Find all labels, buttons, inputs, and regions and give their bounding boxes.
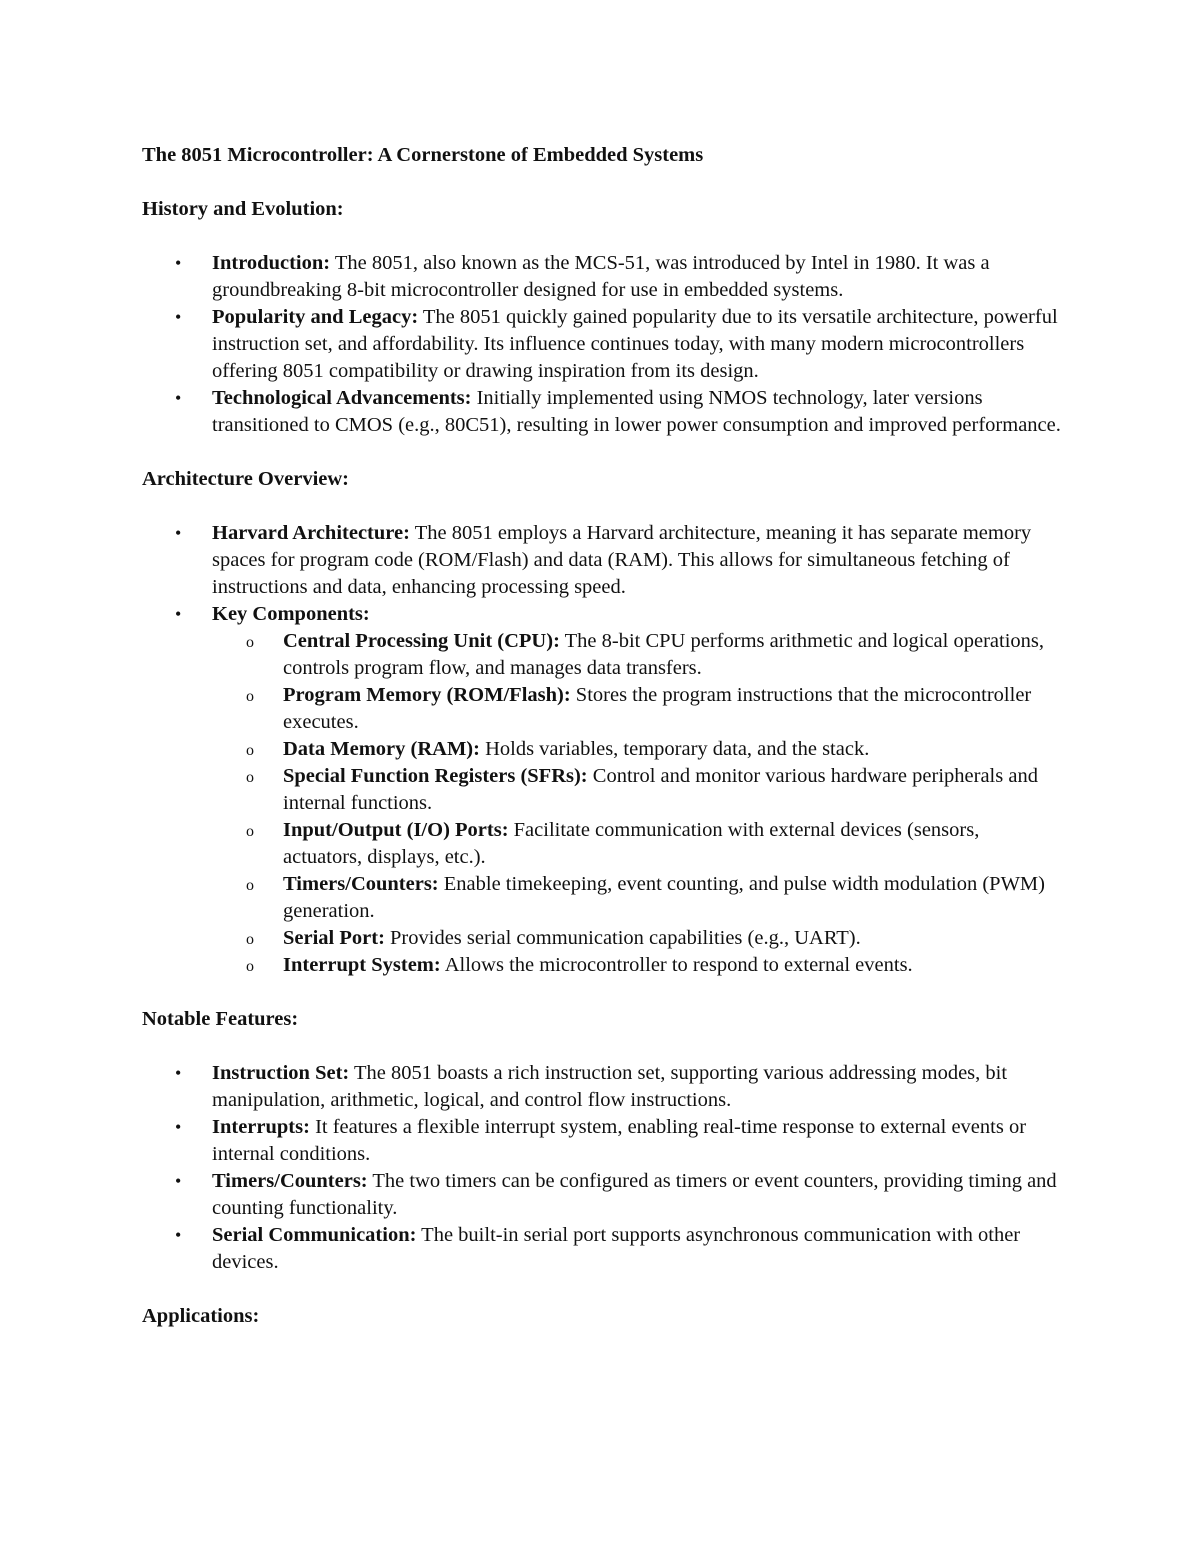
sub-item-term: Timers/Counters: — [283, 873, 439, 895]
section-heading: History and Evolution: — [142, 198, 344, 220]
item-term: Key Components: — [212, 603, 370, 625]
item-text: The 8051 employs a Harvard architecture, meaning it has separate memory spaces for program code (ROM/Flash) and data (RAM). This allows for simultaneous fetching of instructions and data, enhancing processing speed. — [212, 522, 1032, 598]
list-item — [142, 1222, 1062, 1276]
sub-item-text: Control and monitor various hardware peripherals and internal functions. — [283, 765, 1038, 814]
sub-item-text: Enable timekeeping, event counting, and pulse width modulation (PWM) generation. — [283, 873, 1045, 922]
sub-item-text: Holds variables, temporary data, and the stack. — [479, 738, 870, 760]
bullet-icon: • — [175, 307, 182, 327]
item-text: The 8051 quickly gained popularity due to its versatile architecture, powerful instruction set, and affordability. Its influence continues today, with many modern microcontrollers offering 8051 compatibility or drawing inspiration from its design. — [212, 306, 1058, 382]
bullet-icon: • — [175, 1063, 182, 1083]
sub-item-text: Stores the program instructions that the microcontroller executes. — [283, 684, 1032, 733]
document-body — [142, 196, 1062, 1330]
bullet-list — [142, 1060, 1062, 1276]
item-text: Initially implemented using NMOS technology, later versions transitioned to CMOS (e.g., 80C51), resulting in lower power consumption and improved performance. — [212, 387, 1061, 436]
item-term: Instruction Set: — [212, 1062, 350, 1084]
item-text: The built-in serial port supports asynchronous communication with other devices. — [212, 1224, 1021, 1273]
sub-item-term: Serial Port: — [283, 927, 385, 949]
item-text: The two timers can be configured as timers or event counters, providing timing and counting functionality. — [212, 1170, 1057, 1219]
list-item — [142, 1168, 1062, 1222]
bullet-list — [142, 250, 1062, 439]
document-page — [142, 142, 1062, 1357]
section-heading: Architecture Overview: — [142, 468, 350, 490]
circle-bullet-icon: o — [246, 742, 254, 759]
list-item — [142, 250, 1062, 304]
section-heading: Notable Features: — [142, 1008, 299, 1030]
bullet-icon: • — [175, 1171, 182, 1191]
sub-list — [212, 628, 1062, 979]
circle-bullet-icon: o — [246, 634, 254, 651]
bullet-list — [142, 520, 1062, 979]
list-item — [142, 1060, 1062, 1114]
item-term: Popularity and Legacy: — [212, 306, 419, 328]
sub-item-term: Special Function Registers (SFRs): — [283, 765, 588, 787]
sub-item-text: Allows the microcontroller to respond to external events. — [440, 954, 913, 976]
sub-item-term: Input/Output (I/O) Ports: — [283, 819, 509, 841]
sub-list-item — [212, 952, 1062, 979]
item-term: Timers/Counters: — [212, 1170, 368, 1192]
item-term: Harvard Architecture: — [212, 522, 410, 544]
circle-bullet-icon: o — [246, 958, 254, 975]
sub-list-item — [212, 763, 1062, 817]
item-term: Interrupts: — [212, 1116, 310, 1138]
circle-bullet-icon: o — [246, 823, 254, 840]
bullet-icon: • — [175, 1117, 182, 1137]
circle-bullet-icon: o — [246, 688, 254, 705]
bullet-icon: • — [175, 604, 182, 624]
section-heading: Applications: — [142, 1305, 260, 1327]
list-item — [142, 304, 1062, 385]
item-term: Serial Communication: — [212, 1224, 417, 1246]
list-item — [142, 1114, 1062, 1168]
bullet-icon: • — [175, 1225, 182, 1245]
sub-item-text: Provides serial communication capabilities (e.g., UART). — [384, 927, 861, 949]
document-title: The 8051 Microcontroller: A Cornerstone of Embedded Systems — [142, 144, 704, 166]
list-item — [142, 385, 1062, 439]
bullet-icon: • — [175, 253, 182, 273]
item-text: The 8051 boasts a rich instruction set, supporting various addressing modes, bit manipulation, arithmetic, logical, and control flow instructions. — [212, 1062, 1008, 1111]
circle-bullet-icon: o — [246, 877, 254, 894]
sub-item-term: Central Processing Unit (CPU): — [283, 630, 560, 652]
circle-bullet-icon: o — [246, 931, 254, 948]
bullet-icon: • — [175, 388, 182, 408]
sub-item-text: The 8-bit CPU performs arithmetic and logical operations, controls program flow, and manages data transfers. — [283, 630, 1044, 679]
circle-bullet-icon: o — [246, 769, 254, 786]
sub-item-term: Program Memory (ROM/Flash): — [283, 684, 571, 706]
sub-list-item — [212, 682, 1062, 736]
sub-item-term: Interrupt System: — [283, 954, 441, 976]
item-term: Introduction: — [212, 252, 331, 274]
item-text: The 8051, also known as the MCS-51, was introduced by Intel in 1980. It was a groundbreaking 8-bit microcontroller designed for use in embedded systems. — [212, 252, 990, 301]
sub-list-item — [212, 925, 1062, 952]
list-item — [142, 520, 1062, 601]
item-text: It features a flexible interrupt system, enabling real-time response to external events or internal conditions. — [212, 1116, 1027, 1165]
list-item — [142, 601, 1062, 979]
bullet-icon: • — [175, 523, 182, 543]
sub-list-item — [212, 628, 1062, 682]
sub-list-item — [212, 817, 1062, 871]
sub-list-item — [212, 871, 1062, 925]
sub-item-text: Facilitate communication with external devices (sensors, actuators, displays, etc.). — [283, 819, 980, 868]
sub-list-item — [212, 736, 1062, 763]
item-term: Technological Advancements: — [212, 387, 472, 409]
sub-item-term: Data Memory (RAM): — [283, 738, 480, 760]
